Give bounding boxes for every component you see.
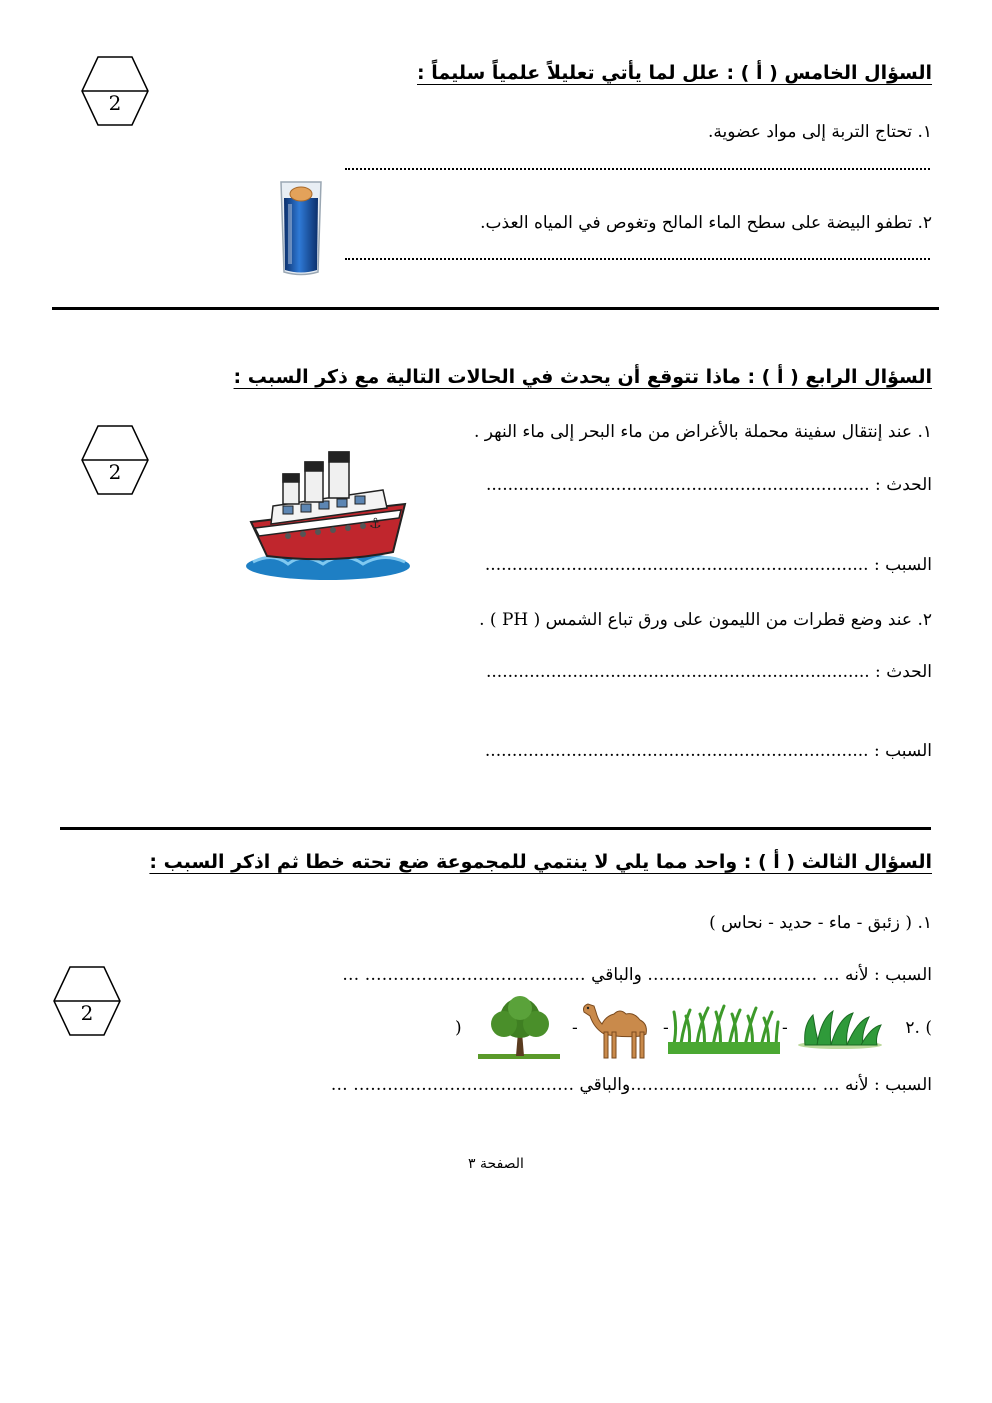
ship-image (243, 444, 413, 584)
score-hexagon (80, 424, 150, 496)
question-four-title: السؤال الرابع ( أ ) : ماذا تتوقع أن يحدث في الحالات التالية مع ذكر السبب : (233, 366, 932, 388)
separator: - (663, 1018, 669, 1038)
score-value: 2 (108, 91, 122, 115)
event-answer-line[interactable]: الحدث : ....................................................................... (485, 475, 932, 495)
question-item: ١. عند إنتقال سفينة محملة بالأغراض من ماء البحر إلى ماء النهر . (473, 422, 932, 442)
svg-text:⚓: ⚓ (369, 516, 382, 532)
score-value: 2 (80, 1001, 94, 1025)
question-item: ٢. تطفو البيضة على سطح الماء المالح وتغوص في المياه العذب. (480, 213, 932, 233)
reason-answer-line[interactable]: السبب : لأنه … ……………………………والباقي ………………………………… … (330, 1075, 932, 1095)
score-value: 2 (108, 460, 122, 484)
glass-of-water-image (276, 178, 326, 278)
question-five-title: السؤال الخامس ( أ ) : علل لما يأتي تعليلاً علمياً سليماً : (417, 62, 932, 84)
separator: - (572, 1018, 578, 1038)
reason-answer-line[interactable]: السبب : ....................................................................... (484, 741, 932, 761)
score-hexagon (80, 55, 150, 127)
separator: - (782, 1018, 788, 1038)
reason-answer-line[interactable]: السبب : ....................................................................... (484, 555, 932, 575)
score-hexagon (52, 965, 122, 1037)
answer-line[interactable] (345, 168, 930, 170)
reason-answer-line[interactable]: السبب : لأنه … ………………………… والباقي ………………………………… … (342, 965, 932, 985)
seaweed-image (795, 1005, 885, 1050)
section-divider (60, 827, 931, 830)
question-item: ١. تحتاج التربة إلى مواد عضوية. (708, 122, 932, 142)
section-divider (52, 307, 939, 310)
question-item: ٢. عند وضع قطرات من الليمون على ورق تباع الشمس ( PH ) . (479, 610, 932, 630)
question-item: ١. ( زئبق - ماء - حديد - نحاس ) (709, 913, 932, 933)
question-item-prefix: ٢. ( (905, 1018, 932, 1038)
question-item-suffix: ) (455, 1018, 462, 1038)
event-answer-line[interactable]: الحدث : ....................................................................... (485, 662, 932, 682)
answer-line[interactable] (345, 258, 930, 260)
question-three-title: السؤال الثالث ( أ ) : واحد مما يلي لا ينتمي للمجموعة ضع تحته خطا ثم اذكر السبب : (149, 851, 932, 873)
tree-image (478, 996, 560, 1060)
page-number: الصفحة ٣ (468, 1156, 524, 1172)
grass-image (668, 1002, 780, 1054)
camel-image (580, 998, 656, 1060)
